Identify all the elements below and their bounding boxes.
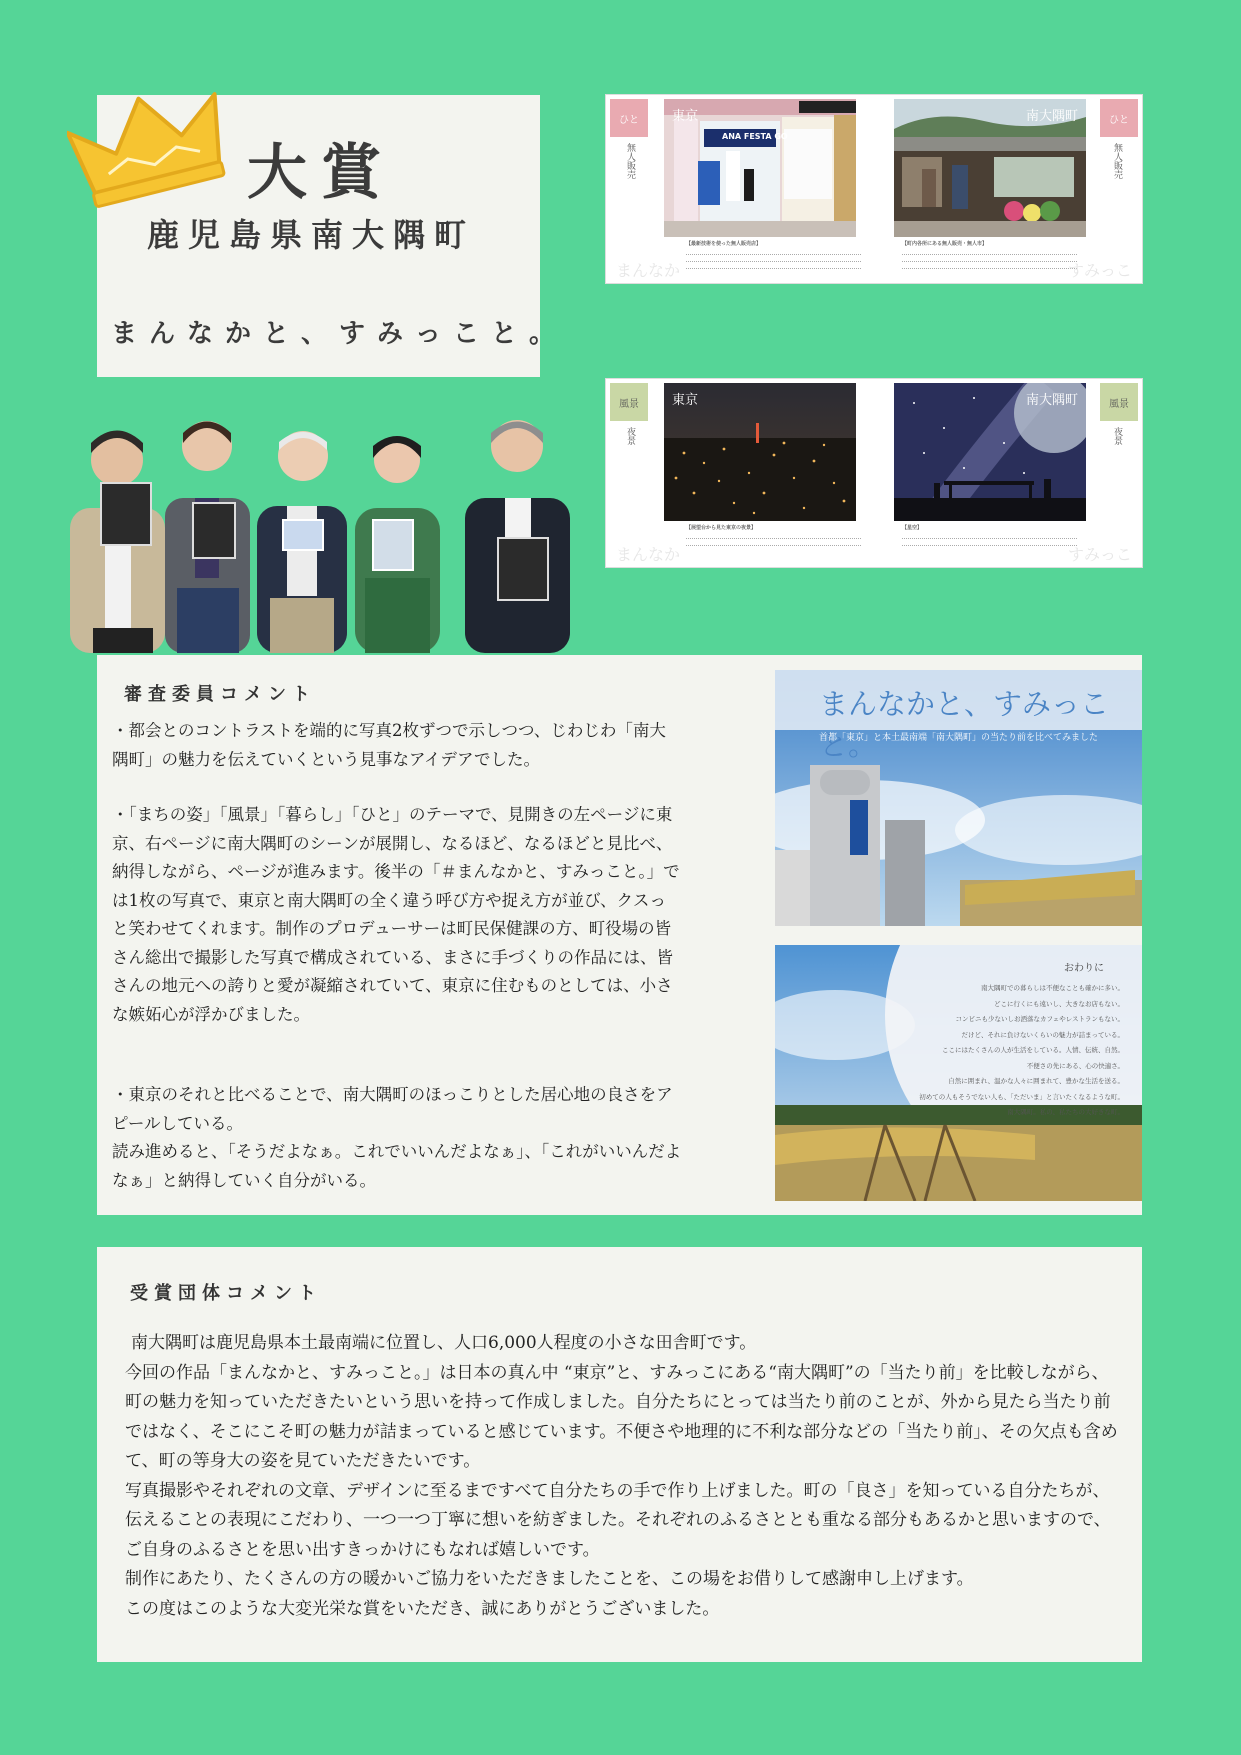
cover-title: まんなかと、すみっこと。 xyxy=(819,687,1110,762)
caption-right: 【町内各所にある無人販売・無人市】 xyxy=(902,241,1077,269)
back-text-line: だけど、それに負けないくらいの魅力が詰まっている。 xyxy=(961,1030,1124,1039)
photo-label-tokyo: 東京 xyxy=(672,109,699,124)
photo-label-minamiosumi: 南大隅町 xyxy=(1025,393,1078,408)
book-spread-unmanned-sales xyxy=(605,94,1143,284)
spread-vertical-right: 無人販売 xyxy=(1112,143,1122,179)
back-title: おわりに xyxy=(1064,963,1104,974)
spread-vertical-left: 夜景 xyxy=(625,427,635,445)
judges-paragraph-3: ・東京のそれと比べることで、南大隅町のほっこりとした居心地の良さをアピールしている。 xyxy=(112,1085,673,1133)
judges-paragraph-1: ・都会とのコントラストを端的に写真2枚ずつで示しつつ、じわじわ「南大隅町」の魅力を伝えていくという見事なアイデアでした。 xyxy=(112,721,666,769)
work-title: まんなかと、すみっこと。 xyxy=(111,319,568,349)
judges-comment-panel xyxy=(97,655,1142,1215)
spread-footer-left: まんなか xyxy=(616,545,681,564)
photo-label-tokyo: 東京 xyxy=(672,393,699,408)
person-1 xyxy=(70,431,165,654)
award-town: 鹿児島県南大隅町 xyxy=(147,216,476,254)
tokyo-shop-photo xyxy=(664,99,856,237)
photo-label-minamiosumi: 南大隅町 xyxy=(1025,109,1078,124)
book-back-page-image xyxy=(775,945,1142,1201)
back-text-line: 自然に囲まれ、温かな人々に囲まれて、豊かな生活を送る。 xyxy=(948,1077,1124,1085)
spread-footer-right: すみっこ xyxy=(1067,261,1132,280)
award-ceremony-group-photo xyxy=(65,398,590,653)
book-spread-night-view xyxy=(605,378,1143,568)
caption-right: 【星空】 xyxy=(902,525,1077,546)
recipients-line-3: 写真撮影やそれぞれの文章、デザインに至るまですべて自分たちの手で作り上げました。町の「良さ」を知っている自分たちが、伝えることの表現にこだわり、一つ一つ丁寧に想いを紡ぎました。それぞれのふるさととも重なる部分もあるかと思いますので、ご自身のふるさとを思い出すきっかけにもなれば嬉しいです。 xyxy=(125,1480,1111,1560)
person-5 xyxy=(465,420,570,653)
judges-paragraph-4: 読み進めると、「そうだよなぁ。これでいいんだよなぁ」、「これがいいんだよなぁ」と納得していく自分がいる。 xyxy=(112,1142,682,1190)
recipients-line-5: この度はこのような大変光栄な賞をいただき、誠にありがとうございました。 xyxy=(125,1598,720,1619)
book-cover-image xyxy=(775,670,1142,926)
caption-left: 【最新技術を使った無人販売店】 xyxy=(686,241,861,269)
person-2 xyxy=(165,421,250,653)
back-text-line: 不便さの先にある、心の快適さ。 xyxy=(1026,1061,1124,1070)
recipients-line-1: 南大隅町は鹿児島県本土最南端に位置し、人口6,000人程度の小さな田舎町です。 xyxy=(131,1333,757,1353)
recipients-text xyxy=(125,1329,1125,1624)
person-4 xyxy=(355,436,440,653)
judges-paragraph-2: ・「まちの姿」「風景」「暮らし」「ひと」のテーマで、見開きの左ページに東京、右ページに南大隅町のシーンが展開し、なるほど、なるほどと見比べ、納得しながら、ページが進みます。後半の「＃まんなかと、すみっこと。」では1枚の写真で、東京と南大隅町の全く違う呼び方や捉え方が並び、クスっと笑わせてくれます。制作のプロデューサーは町民保健課の方、町役場の皆さん総出で撮影した写真で構成されている、まさに手づくりの作品には、皆さんの地元への誇りと愛が凝縮されていて、東京に住むものとしては、小さな嫉妬心が浮かびました。 xyxy=(112,805,680,1024)
recipients-heading: 受賞団体コメント xyxy=(130,1283,322,1304)
spread-vertical-left: 無人販売 xyxy=(625,143,635,179)
minamiosumi-stall-photo xyxy=(894,99,1086,237)
cover-subtitle: 首都「東京」と本土最南端「南大隅町」の当たり前を比べてみました xyxy=(818,733,1098,743)
tokyo-night-photo xyxy=(664,383,856,521)
spread-tag-left: 風景 xyxy=(610,383,648,421)
back-text-line: ここにはたくさんの人が生活をしている。人情、伝統、自然。 xyxy=(942,1046,1124,1054)
recipients-comment-panel xyxy=(97,1247,1142,1662)
minamiosumi-starry-photo xyxy=(894,383,1086,521)
caption-left: 【展望台から見た東京の夜景】 xyxy=(686,525,861,546)
spread-vertical-right: 夜景 xyxy=(1112,427,1122,445)
back-text-line: 南大隅町。私の、私たちの大好きな町。 xyxy=(1007,1108,1124,1116)
spread-tag-right: ひと xyxy=(1100,99,1138,137)
person-3 xyxy=(257,431,347,653)
back-text-line: どこに行くにも遠いし、大きなお店もない。 xyxy=(994,999,1124,1008)
recipients-line-4: 制作にあたり、たくさんの方の暖かいご協力をいただきましたことを、この場をお借りして感謝申し上げます。 xyxy=(125,1569,974,1589)
spread-footer-right: すみっこ xyxy=(1067,545,1132,564)
shop-sign-text: ANA FESTA GO xyxy=(722,132,788,141)
back-text-lines xyxy=(864,981,1124,1121)
recipients-line-2: 今回の作品「まんなかと、すみっこと。」は日本の真ん中 “東京”と、すみっこにある“南大隅町”の「当たり前」を比較しながら、町の魅力を知っていただきたいという思いを持って作成しました。自分たちにとっては当たり前のことが、外から見たら当たり前ではなく、そこにこそ町の魅力が詰まっていると感じています。不便さや地理的に不利な部分などの「当たり前」、その欠点も含めて、町の等身大の姿を見ていただきたいです。 xyxy=(125,1362,1118,1471)
spread-footer-left: まんなか xyxy=(616,261,681,280)
crown-icon xyxy=(67,83,237,208)
back-text-line: 南大隅町での暮らしは不便なことも確かに多い。 xyxy=(981,984,1124,992)
back-text-line: コンビニも少ないしお洒落なカフェやレストランもない。 xyxy=(955,1015,1124,1023)
spread-tag-left: ひと xyxy=(610,99,648,137)
award-title-panel xyxy=(97,95,568,377)
back-text-line: 初めての人もそうでない人も、「ただいま」と言いたくなるような町。 xyxy=(919,1092,1124,1101)
spread-tag-right: 風景 xyxy=(1100,383,1138,421)
award-title: 大賞 xyxy=(247,138,395,208)
judges-heading: 審査委員コメント xyxy=(124,684,316,705)
